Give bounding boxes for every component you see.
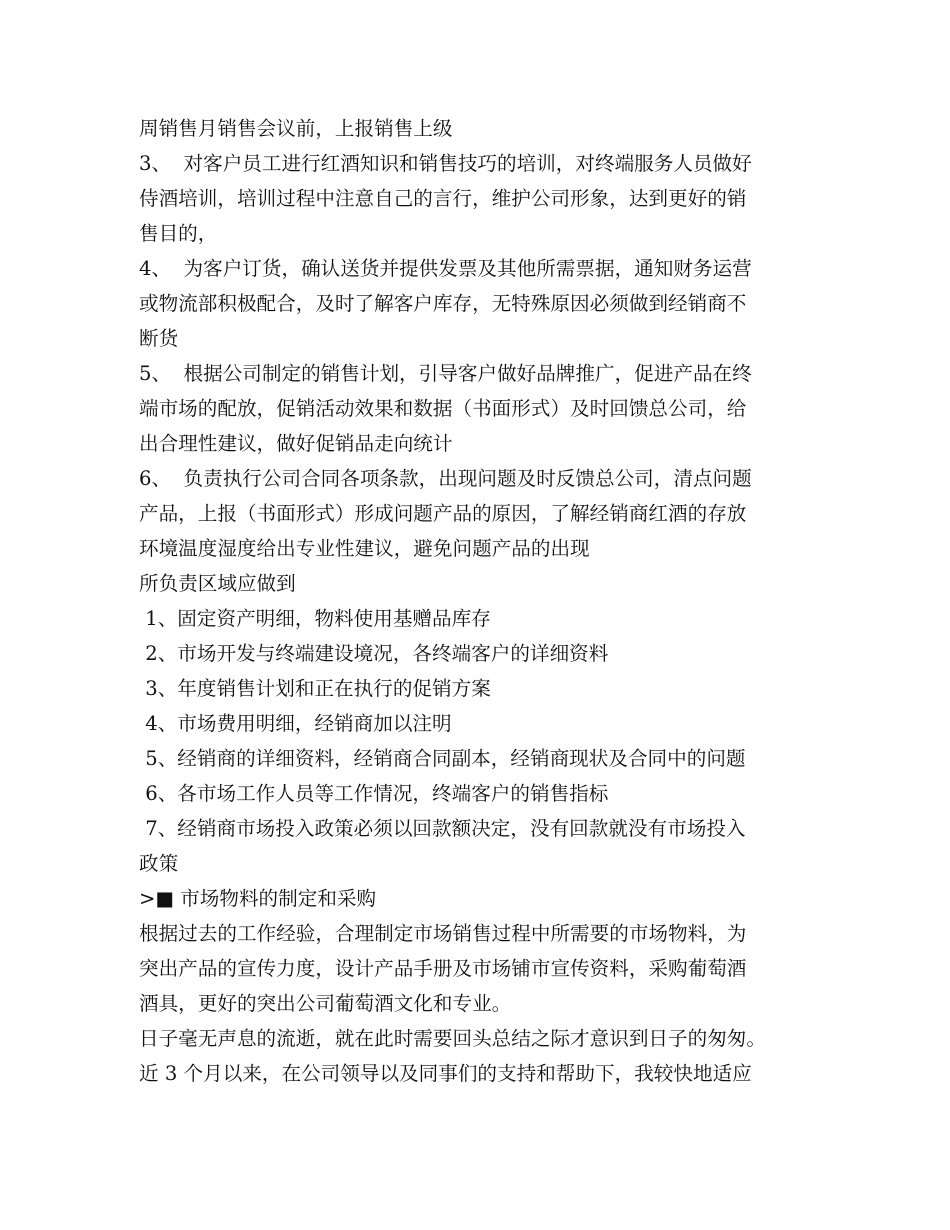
text-line: 政策 — [139, 852, 179, 875]
text-line: 近 3 个月以来，在公司领导以及同事们的支持和帮助下，我较快地适应 — [139, 1062, 752, 1085]
text-line: 6、 负责执行公司合同各项条款，出现问题及时反馈总公司，清点问题 — [139, 467, 752, 490]
list-item: 1、固定资产明细，物料使用基赠品库存 — [139, 607, 491, 630]
text-line: 断货 — [139, 327, 179, 350]
text-line: 出合理性建议，做好促销品走向统计 — [139, 432, 453, 455]
list-item: 7、经销商市场投入政策必须以回款额决定，没有回款就没有市场投入 — [139, 817, 746, 840]
list-item: 4、市场费用明细，经销商加以注明 — [139, 712, 452, 735]
text-line: 售目的， — [139, 222, 218, 245]
text-line: 侍酒培训，培训过程中注意自己的言行，维护公司形象，达到更好的销 — [139, 187, 747, 210]
list-item: 2、市场开发与终端建设境况，各终端客户的详细资料 — [139, 642, 609, 665]
text-line: 5、 根据公司制定的销售计划，引导客户做好品牌推广，促进产品在终 — [139, 362, 752, 385]
text-line: 或物流部积极配合，及时了解客户库存，无特殊原因必须做到经销商不 — [139, 292, 747, 315]
text-line: 产品，上报（书面形式）形成问题产品的原因，了解经销商红酒的存放 — [139, 502, 747, 525]
text-line: 周销售月销售会议前，上报销售上级 — [139, 117, 453, 140]
section-heading: >■ 市场物料的制定和采购 — [139, 887, 377, 910]
text-line: 环境温度湿度给出专业性建议，避免问题产品的出现 — [139, 537, 590, 560]
text-line: 4、 为客户订货，确认送货并提供发票及其他所需票据，通知财务运营 — [139, 257, 752, 280]
text-line: 突出产品的宣传力度，设计产品手册及市场铺市宣传资料，采购葡萄酒 — [139, 957, 747, 980]
list-item: 5、经销商的详细资料，经销商合同副本，经销商现状及合同中的问题 — [139, 747, 746, 770]
text-line: 端市场的配放，促销活动效果和数据（书面形式）及时回馈总公司，给 — [139, 397, 747, 420]
text-line: 根据过去的工作经验，合理制定市场销售过程中所需要的市场物料，为 — [139, 922, 747, 945]
text-line: 酒具，更好的突出公司葡萄酒文化和专业。 — [139, 992, 512, 1015]
text-line: 日子毫无声息的流逝，就在此时需要回头总结之际才意识到日子的匆匆。 — [139, 1027, 766, 1050]
text-line: 3、 对客户员工进行红酒知识和销售技巧的培训，对终端服务人员做好 — [139, 152, 752, 175]
list-item: 6、各市场工作人员等工作情况，终端客户的销售指标 — [139, 782, 609, 805]
section-heading: 所负责区域应做到 — [139, 572, 296, 595]
list-item: 3、年度销售计划和正在执行的促销方案 — [139, 677, 491, 700]
